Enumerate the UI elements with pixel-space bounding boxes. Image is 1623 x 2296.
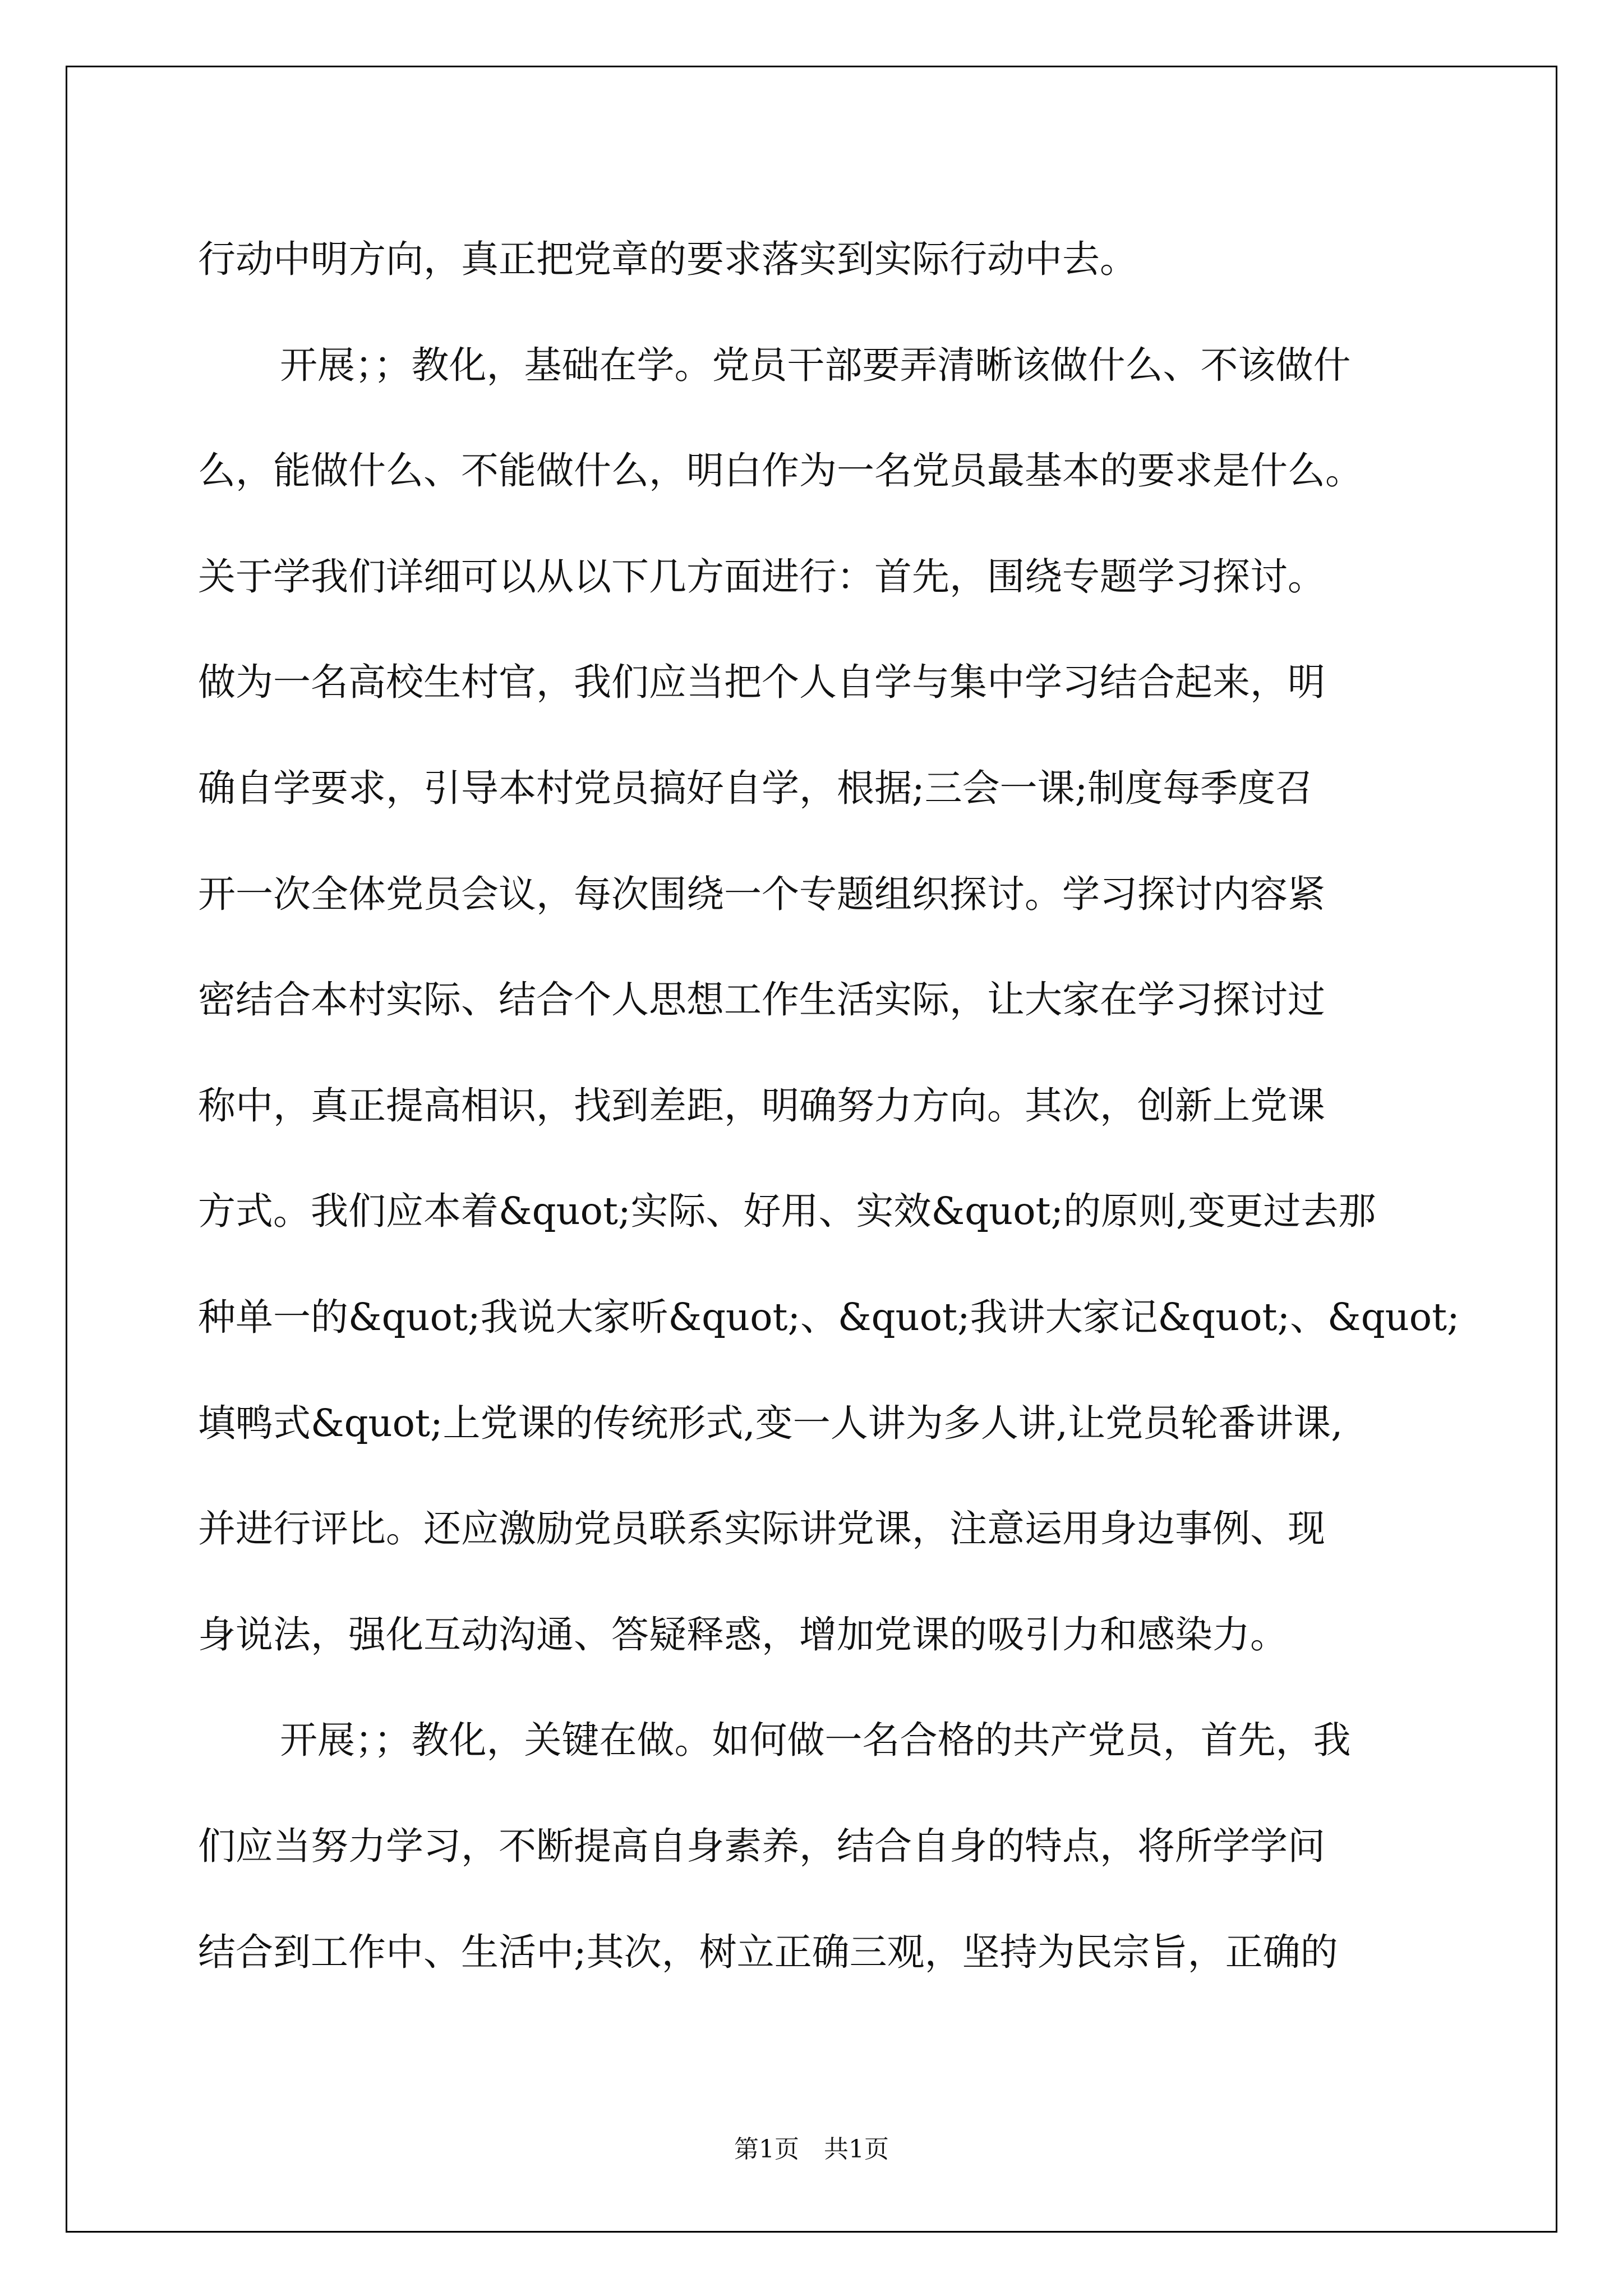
document-body	[198, 206, 1460, 2005]
text-line: 行动中明方向，真正把党章的要求落实到实际行动中去。	[198, 237, 1137, 281]
page-footer: 第1页 共1页	[734, 2135, 889, 2164]
text-line: 身说法，强化互动沟通、答疑释惑，增加党课的吸引力和感染力。	[198, 1612, 1288, 1657]
text-line: 种单一的&quot;我说大家听&quot;、&quot;我讲大家记&quot;、&quot;	[198, 1295, 1460, 1339]
text-line: 们应当努力学习，不断提高自身素养，结合自身的特点，将所学学问	[198, 1824, 1325, 1868]
text-line: 开一次全体党员会议，每次围绕一个专题组织探讨。学习探讨内容紧	[198, 872, 1325, 916]
text-line: 做为一名高校生村官，我们应当把个人自学与集中学习结合起来，明	[198, 660, 1325, 705]
text-line: 么，能做什么、不能做什么，明白作为一名党员最基本的要求是什么。	[198, 449, 1363, 493]
text-line: 结合到工作中、生活中;其次，树立正确三观，坚持为民宗旨，正确的	[198, 1930, 1338, 1974]
text-line: 确自学要求，引导本村党员搞好自学，根据;三会一课;制度每季度召	[198, 766, 1313, 810]
text-line: 开展；；教化，基础在学。党员干部要弄清晰该做什么、不该做什	[280, 343, 1351, 387]
text-line: 称中，真正提高相识，找到差距，明确努力方向。其次，创新上党课	[198, 1083, 1325, 1128]
text-line: 方式。我们应本着&quot;实际、好用、实效&quot;的原则,变更过去那	[198, 1189, 1376, 1234]
text-line: 关于学我们详细可以从以下几方面进行：首先，围绕专题学习探讨。	[198, 554, 1325, 599]
text-line: 填鸭式&quot;上党课的传统形式,变一人讲为多人讲,让党员轮番讲课,	[198, 1401, 1343, 1445]
text-line: 开展；；教化，关键在做。如何做一名合格的共产党员，首先，我	[280, 1718, 1351, 1763]
text-line: 密结合本村实际、结合个人思想工作生活实际，让大家在学习探讨过	[198, 978, 1325, 1022]
text-line: 并进行评比。还应激励党员联系实际讲党课，注意运用身边事例、现	[198, 1507, 1325, 1551]
